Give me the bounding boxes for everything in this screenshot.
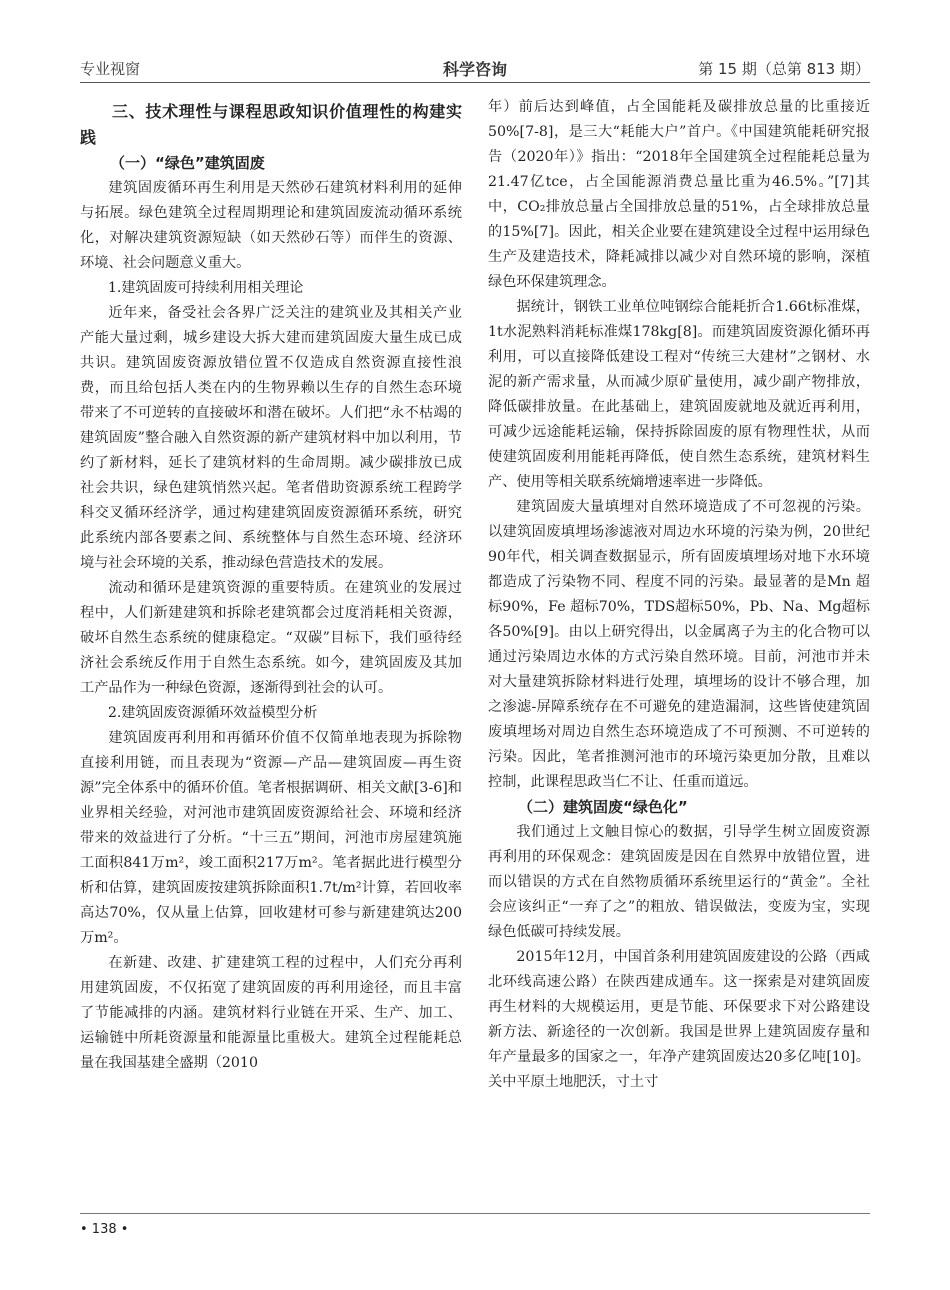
header-section-label: 专业视窗	[80, 60, 141, 78]
right-column	[488, 95, 870, 1205]
subsubsection-heading-theory: 1.建筑固废可持续利用相关理论	[108, 280, 304, 296]
paragraph: 我们通过上文触目惊心的数据，引导学生树立固废资源再利用的环保观念：建筑固废是因在自然界中放错位置，进而以错误的方式在自然物质循环系统里运行的“黄金”。全社会应该纠正“一弃了之”的粗放、错误做法，变废为宝，实现绿色低碳可持续发展。	[488, 824, 870, 940]
paragraph: 年）前后达到峰值，占全国能耗及碳排放总量的比重接近50%[7-8]，是三大“耗能大户”首户。《中国建筑能耗研究报告（2020年）》指出：“2018年全国建筑全过程能耗总量为21.47亿tce，占全国能源消费总量比重为46.5%。”[7]其中，CO₂排放总量占全国排放总量的51%，占全球排放总量的15%[7]。因此，相关企业要在建筑建设全过程中运用绿色生产及建造技术，降耗减排以减少对自然环境的影响，深植绿色环保建筑理念。	[488, 99, 870, 290]
section-heading: 三、技术理性与课程思政知识价值理性的构建实践	[80, 102, 462, 147]
paragraph: 建筑固废再利用和再循环价值不仅简单地表现为拆除物直接利用链，而且表现为“资源—产品—建筑固废—再生资源”完全体系中的循环价值。笔者根据调研、相关文献[3-6]和业界相关经验，对河池市建筑固废资源给社会、环境和经济带来的效益进行了分析。“十三五”期间，河池市房屋建筑施工面积841万m²，竣工面积217万m²。笔者据此进行模型分析和估算，建筑固废按建筑拆除面积1.7t/m²计算，若回收率高达70%，仅从量上估算，回收建材可参与新建建筑达200万m²。	[80, 730, 462, 946]
paragraph: 建筑固废大量填埋对自然环境造成了不可忽视的污染。以建筑固废填埋场渗滤液对周边水环境的污染为例，20世纪90年代，相关调查数据显示，所有固废填埋场对地下水环境都造成了污染物不同、程度不同的污染。最显著的是Mn 超标90%，Fe 超标70%，TDS超标50%，Pb、Na、Mg超标各50%[9]。由以上研究得出，以金属离子为主的化合物可以通过污染周边水体的方式污染自然环境。目前，河池市并未对大量建筑拆除材料进行处理，填埋场的设计不够合理，加之渗滤-屏障系统存在不可避免的建造漏洞，这些皆使建筑固废填埋场对周边自然生态环境造成了不可预测、不可逆转的污染。因此，笔者推测河池市的环境污染更加分散，且难以控制，此课程思政当仁不让、任重而道远。	[488, 499, 870, 790]
issue-label: 第 15 期（总第 813 期）	[698, 60, 870, 78]
page-header	[80, 52, 870, 82]
paragraph: 2015年12月，中国首条利用建筑固废建设的公路（西咸北环线高速公路）在陕西建成通车。这一探索是对建筑固废再生材料的大规模运用，更是节能、环保要求下对公路建设新方法、新途径的一次创新。我国是世界上建筑固废存量和年产量最多的国家之一，年净产建筑固废达20多亿吨[10]。关中平原土地肥沃，寸土寸	[488, 949, 870, 1090]
paragraph: 近年来，备受社会各界广泛关注的建筑业及其相关产业产能大量过剩，城乡建设大拆大建而建筑固废大量生成已成共识。建筑固废资源放错位置不仅造成自然资源直接性浪费，而且给包括人类在内的生物界赖以生存的自然生态环境带来了不可逆转的直接破坏和潜在破坏。人们把“永不枯竭的建筑固废”整合融入自然资源的新产建筑材料中加以利用，节约了新材料，延长了建筑材料的生命周期。减少碳排放已成社会共识，绿色建筑悄然兴起。笔者借助资源系统工程跨学科交叉循环经济学，通过构建建筑固废资源循环系统，研究此系统内部各要素之间、系统整体与自然生态环境、经济环境与社会环境的关系，推动绿色营造技术的发展。	[80, 305, 462, 571]
paragraph: 在新建、改建、扩建建筑工程的过程中，人们充分再利用建筑固废，不仅拓宽了建筑固废的再利用途径，而且丰富了节能减排的内涵。建筑材料行业链在开采、生产、加工、运输链中所耗资源量和能源量比重极大。建筑全过程能耗总量在我国基建全盛期（2010	[80, 955, 462, 1071]
footer-rule	[80, 1213, 870, 1214]
left-column	[80, 95, 462, 1205]
paragraph: 流动和循环是建筑资源的重要特质。在建筑业的发展过程中，人们新建建筑和拆除老建筑都会过度消耗相关资源，破坏自然生态系统的健康稳定。“双碳”目标下，我们亟待经济社会系统反作用于自然生态系统。如今，建筑固废及其加工产品作为一种绿色资源，逐渐得到社会的认可。	[80, 580, 462, 696]
paragraph: 据统计，钢铁工业单位吨钢综合能耗折合1.66t标准煤，1t水泥熟料消耗标准煤178kg[8]。而建筑固废资源化循环再利用，可以直接降低建设工程对“传统三大建材”之钢材、水泥的新产需求量，从而减少原矿量使用，减少副产物排放，降低碳排放量。在此基础上，建筑固废就地及就近再利用，可减少远途能耗运输，保持拆除固废的原有物理性状，从而使建筑固废利用能耗再降低，使自然生态系统，建筑材料生产、使用等相关联系统熵增速率进一步降低。	[488, 299, 870, 490]
header-rule	[80, 82, 870, 83]
subsubsection-heading-model: 2.建筑固废资源循环效益模型分析	[108, 705, 318, 721]
paragraph: 建筑固废循环再生利用是天然砂石建筑材料利用的延伸与拓展。绿色建筑全过程周期理论和建筑固废流动循环系统化，对解决建筑资源短缺（如天然砂石等）而伴生的资源、环境、社会问题意义重大。	[80, 180, 462, 271]
subsection-heading-green-waste: （一）“绿色”建筑固废	[110, 154, 265, 172]
page-number: • 138 •	[80, 1222, 129, 1237]
journal-title: 科学咨询	[442, 60, 507, 79]
subsection-heading-greening: （二）建筑固废“绿色化”	[518, 798, 688, 816]
